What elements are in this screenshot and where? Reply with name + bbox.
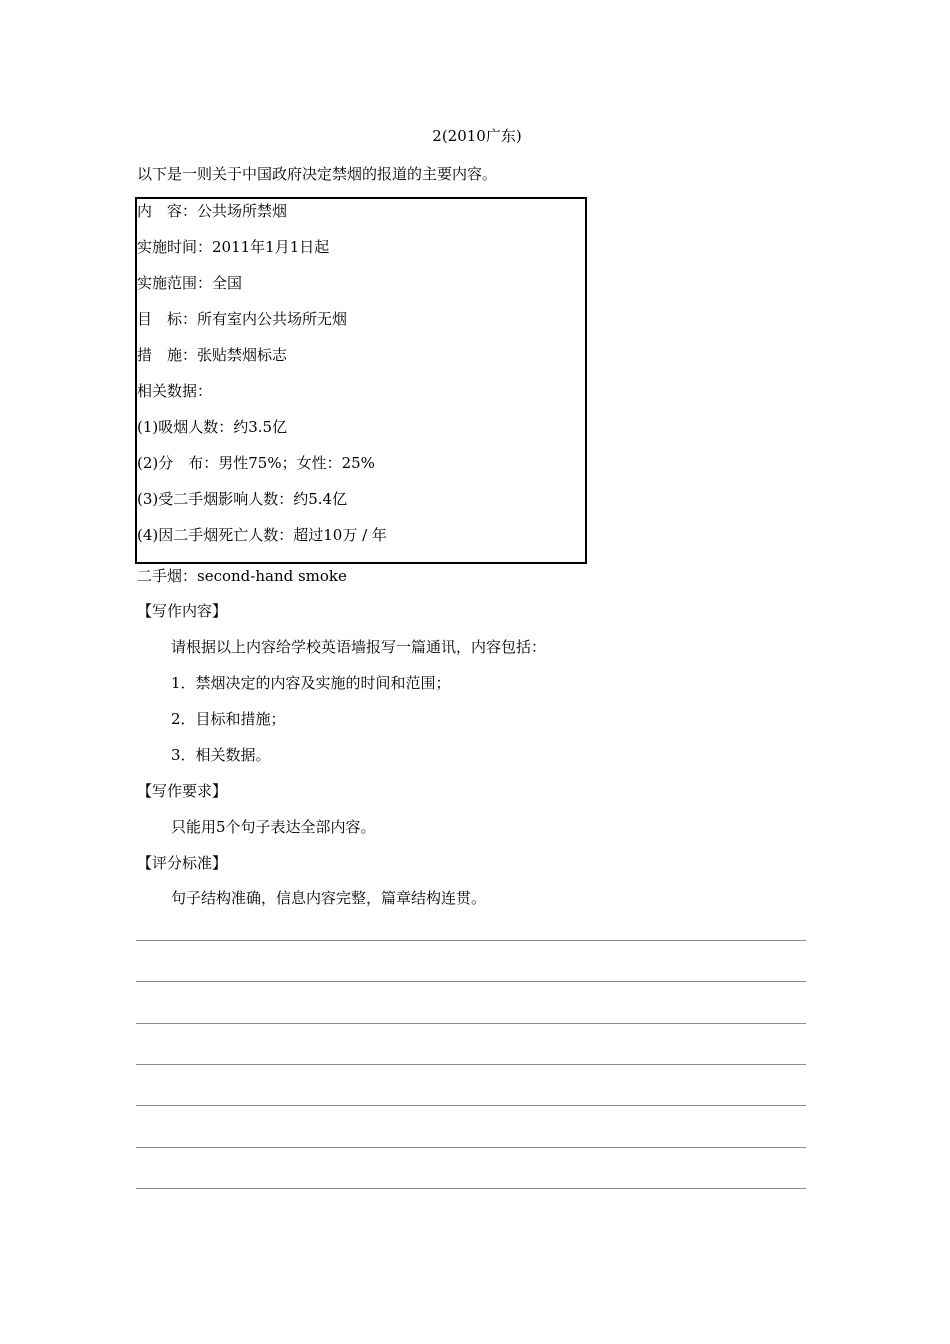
- info-box: [135, 197, 587, 564]
- answer-line[interactable]: [136, 1147, 806, 1148]
- vocabulary-note: 二手烟：second-hand smoke: [137, 567, 347, 585]
- writing-requirements-heading: 【写作要求】: [137, 782, 228, 800]
- answer-line[interactable]: [136, 940, 806, 941]
- scoring-text: 句子结构准确，信息内容完整，篇章结构连贯。: [171, 889, 487, 907]
- info-line-smokers: (1)吸烟人数：约3.5亿: [137, 418, 288, 436]
- answer-line[interactable]: [136, 1064, 806, 1065]
- answer-line[interactable]: [136, 1188, 806, 1189]
- writing-content-instruction: 请根据以上内容给学校英语墙报写一篇通讯，内容包括：: [171, 638, 547, 656]
- page-title: 2(2010广东): [432, 127, 522, 145]
- info-line-distribution: (2)分 布：男性75%；女性：25%: [137, 454, 375, 472]
- info-line-goal: 目 标：所有室内公共场所无烟: [137, 310, 348, 328]
- writing-content-heading: 【写作内容】: [137, 602, 228, 620]
- info-line-content: 内 容：公共场所禁烟: [137, 202, 288, 220]
- info-line-affected: (3)受二手烟影响人数：约5.4亿: [137, 490, 348, 508]
- info-line-data-heading: 相关数据：: [137, 382, 213, 400]
- writing-content-item: 1．禁烟决定的内容及实施的时间和范围；: [171, 674, 451, 692]
- writing-content-item: 2．目标和措施；: [171, 710, 286, 728]
- answer-line[interactable]: [136, 981, 806, 982]
- scoring-heading: 【评分标准】: [137, 854, 228, 872]
- answer-line[interactable]: [136, 1105, 806, 1106]
- answer-line[interactable]: [136, 1023, 806, 1024]
- info-line-deaths: (4)因二手烟死亡人数：超过10万 / 年: [137, 526, 387, 544]
- info-line-measure: 措 施：张贴禁烟标志: [137, 346, 288, 364]
- info-line-scope: 实施范围：全国: [137, 274, 243, 292]
- writing-requirements-text: 只能用5个句子表达全部内容。: [171, 818, 376, 836]
- writing-content-item: 3．相关数据。: [171, 746, 271, 764]
- info-line-start-time: 实施时间：2011年1月1日起: [137, 238, 330, 256]
- intro-text: 以下是一则关于中国政府决定禁烟的报道的主要内容。: [137, 165, 498, 183]
